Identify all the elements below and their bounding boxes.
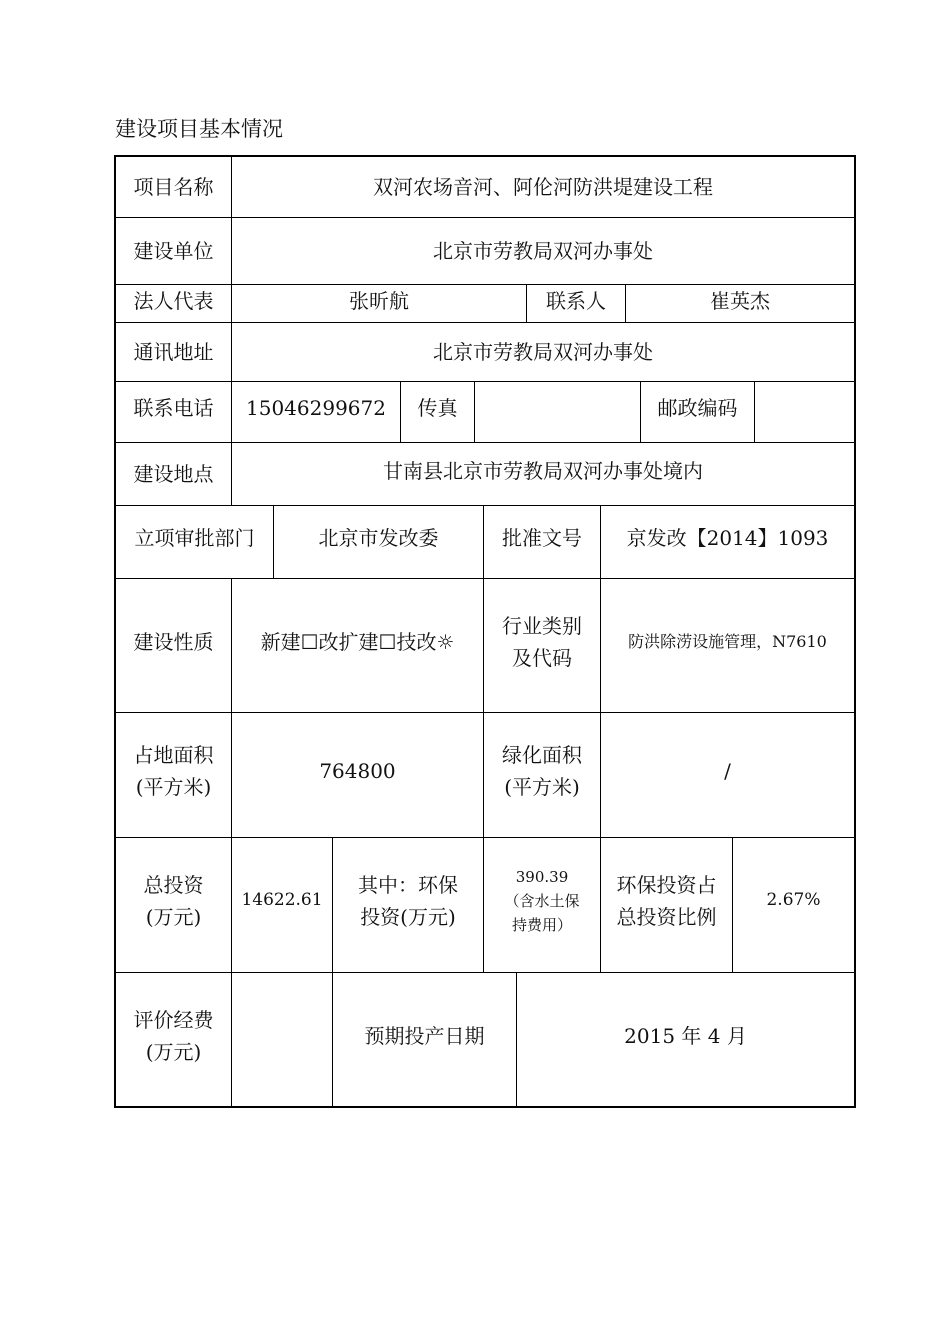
total-investment-label-line1: 总投资 — [143, 873, 204, 897]
env-ratio-label-line2: 总投资比例 — [616, 905, 717, 929]
area-label — [116, 713, 231, 829]
env-investment-label-line1: 其中：环保 — [358, 873, 458, 897]
fax-value — [475, 382, 640, 434]
page-title: 建设项目基本情况 — [115, 117, 283, 141]
address-label: 通讯地址 — [133, 340, 214, 364]
location-value: 甘南县北京市劳教局双河办事处境内 — [383, 459, 703, 483]
green-area-label-line2: (平方米) — [504, 775, 580, 799]
industry-value: 防洪除涝设施管理，N7610 — [628, 632, 827, 652]
phone-value: 15046299672 — [246, 396, 386, 420]
production-date-value: 2015 年 4 月 — [624, 1024, 747, 1048]
nature-label: 建设性质 — [133, 630, 214, 654]
address-value: 北京市劳教局双河办事处 — [433, 340, 653, 364]
env-investment-value-line1: 390.39 — [515, 868, 569, 886]
approval-dept-label: 立项审批部门 — [134, 526, 255, 550]
builder-label: 建设单位 — [133, 239, 214, 263]
total-investment-label — [116, 838, 231, 964]
env-ratio-value: 2.67% — [766, 890, 821, 911]
project-name-value: 双河农场音河、阿伦河防洪堤建设工程 — [373, 175, 713, 199]
contact-value: 崔英杰 — [710, 289, 770, 313]
area-label-line1: 占地面积 — [133, 743, 214, 767]
total-investment-label-line2: (万元) — [145, 905, 202, 929]
env-ratio-label-line1: 环保投资占 — [616, 873, 717, 897]
env-investment-label — [333, 838, 483, 964]
industry-label-line1: 行业类别 — [502, 614, 582, 638]
env-ratio-label — [601, 838, 732, 964]
legal-rep-value: 张昕航 — [349, 289, 409, 313]
approval-doc-value: 京发改【2014】1093 — [626, 526, 829, 550]
contact-label: 联系人 — [546, 289, 606, 313]
assessment-fee-label — [116, 973, 231, 1099]
env-investment-value — [484, 838, 600, 964]
approval-doc-label: 批准文号 — [502, 526, 582, 550]
assessment-fee-value — [232, 973, 332, 1099]
area-value: 764800 — [319, 759, 396, 783]
phone-label: 联系电话 — [133, 396, 214, 420]
industry-label — [484, 579, 600, 705]
nature-value: 新建☐改扩建☐技改☼ — [260, 630, 455, 654]
assessment-fee-label-line1: 评价经费 — [133, 1008, 214, 1032]
location-label: 建设地点 — [133, 462, 214, 486]
postal-code-label: 邮政编码 — [657, 396, 738, 420]
green-area-label-line1: 绿化面积 — [502, 743, 582, 767]
builder-value: 北京市劳教局双河办事处 — [433, 239, 653, 263]
green-area-label — [484, 713, 600, 829]
legal-rep-label: 法人代表 — [133, 289, 214, 313]
postal-code-value — [755, 382, 854, 434]
green-area-value: / — [724, 759, 731, 783]
industry-label-line2: 及代码 — [512, 646, 572, 670]
env-investment-value-line2: （含水土保 — [504, 892, 580, 910]
env-investment-value-line3: 持费用） — [511, 916, 572, 934]
approval-dept-value: 北京市发改委 — [318, 526, 439, 550]
assessment-fee-label-line2: (万元) — [145, 1040, 202, 1064]
fax-label: 传真 — [417, 396, 458, 420]
env-investment-label-line2: 投资(万元) — [360, 905, 456, 929]
production-date-label: 预期投产日期 — [364, 1024, 485, 1048]
total-investment-value: 14622.61 — [241, 890, 323, 911]
area-label-line2: (平方米) — [135, 775, 212, 799]
project-name-label: 项目名称 — [133, 175, 214, 199]
